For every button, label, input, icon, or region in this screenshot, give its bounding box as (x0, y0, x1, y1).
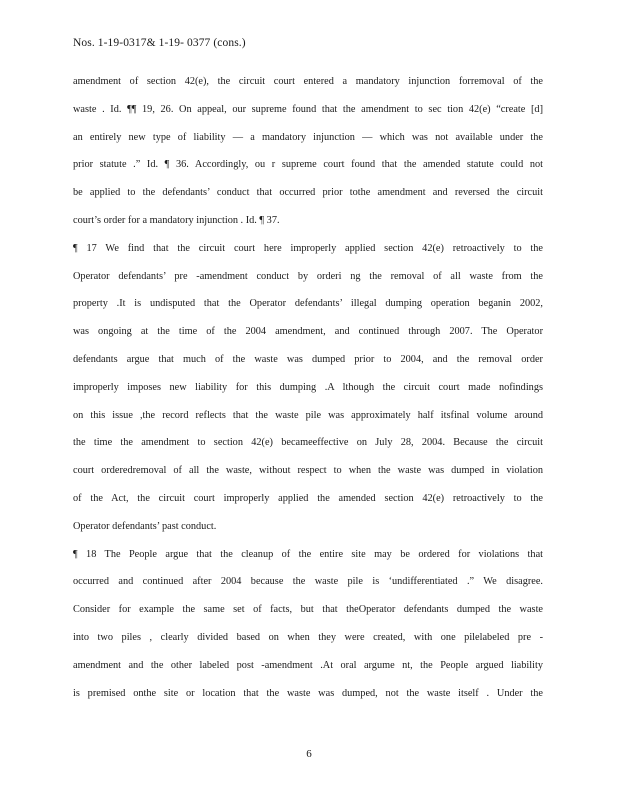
text-line: was ongoing at the time of the 2004 amendment, and continued through 2007. The Operator (73, 326, 543, 338)
text-line: court’s order for a mandatory injunction . Id. ¶ 37. (73, 214, 280, 226)
text-line: on this issue ,the record reflects that the waste pile was approximately half itsfinal volume around (73, 409, 543, 421)
text-line: an entirely new type of liability — a mandatory injunction — which was not available under the (73, 131, 543, 143)
text-line: court orderedremoval of all the waste, without respect to when the waste was dumped in violation (73, 465, 543, 477)
opinion-body-text (73, 68, 543, 707)
text-line: be applied to the defendants’ conduct that occurred prior tothe amendment and reversed the circuit (73, 187, 543, 199)
text-line: waste . Id. ¶¶ 19, 26. On appeal, our supreme found that the amendment to sec tion 42(e) “create [d] (73, 103, 543, 115)
text-line: the time the amendment to section 42(e) becameeffective on July 28, 2004. Because the circuit (73, 437, 543, 449)
text-line: occurred and continued after 2004 because the waste pile is ‘undifferentiated .” We disagree. (73, 576, 543, 588)
text-line: ¶ 17 We find that the circuit court here improperly applied section 42(e) retroactively to the (73, 242, 543, 254)
text-line: of the Act, the circuit court improperly applied the amended section 42(e) retroactively to the (73, 492, 543, 504)
text-line: property .It is undisputed that the Operator defendants’ illegal dumping operation beganin 2002, (73, 298, 543, 310)
text-line: Operator defendants’ past conduct. (73, 520, 217, 532)
text-line: prior statute .” Id. ¶ 36. Accordingly, ou r supreme court found that the amended statute could not (73, 159, 543, 171)
text-line: Consider for example the same set of facts, but that theOperator defendants dumped the waste (73, 604, 543, 616)
page-number: 6 (306, 748, 312, 760)
text-line: amendment of section 42(e), the circuit court entered a mandatory injunction forremoval of the (73, 76, 543, 87)
text-line: amendment and the other labeled post -amendment .At oral argume nt, the People argued liability (73, 659, 543, 671)
text-line: Operator defendants’ pre -amendment conduct by orderi ng the removal of all waste from the (73, 270, 543, 282)
text-line: defendants argue that much of the waste was dumped prior to 2004, and the removal order (73, 353, 543, 365)
case-number-header: Nos. 1-19-0317& 1-19- 0377 (cons.) (73, 37, 246, 49)
text-line: into two piles , clearly divided based on when they were created, with one pilelabeled pre - (73, 631, 543, 643)
text-line: is premised onthe site or location that the waste was dumped, not the waste itself . Under the (73, 687, 543, 699)
text-line: improperly imposes new liability for this dumping .A lthough the circuit court made nofindings (73, 381, 543, 393)
text-line: ¶ 18 The People argue that the cleanup of the entire site may be ordered for violations that (73, 548, 543, 560)
